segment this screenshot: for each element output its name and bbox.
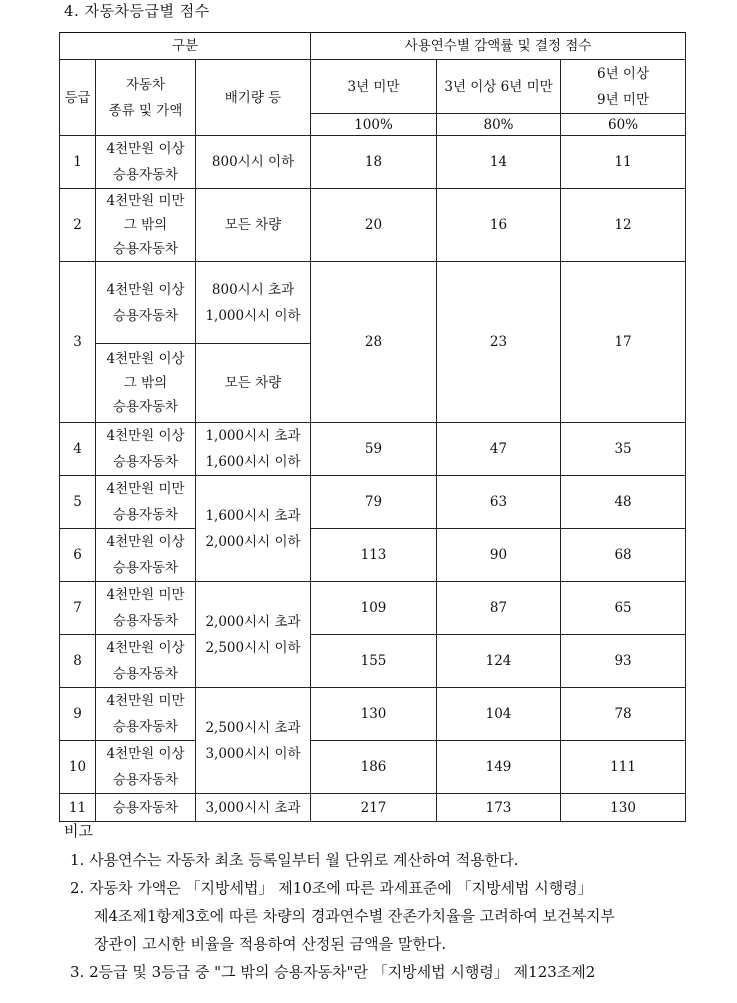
header-col-3to6: 3년 이상 6년 미만 <box>437 60 561 114</box>
header-col-6to9: 6년 이상 9년 미만 <box>561 60 686 114</box>
table-row: 7 4천만원 미만 승용자동차 2,000시시 초과 2,500시시 이하 109 87 65 <box>60 582 686 635</box>
remark-2c: 장관이 고시한 비율을 적용하여 산정된 금액을 말한다. <box>94 935 447 953</box>
remark-2a: 2. 자동차 가액은 「지방세법」 제10조에 따른 과세표준에 「지방세법 시행령」 <box>70 879 593 897</box>
table-row: 6 4천만원 이상 승용자동차 113 90 68 <box>60 529 686 582</box>
remarks-list <box>70 846 690 986</box>
rate-60: 60% <box>561 114 686 136</box>
header-grade: 등급 <box>60 60 96 136</box>
rate-100: 100% <box>311 114 437 136</box>
table-row: 9 4천만원 미만 승용자동차 2,500시시 초과 3,000시시 이하 130 104 78 <box>60 688 686 741</box>
table-row: 5 4천만원 미만 승용자동차 1,600시시 초과 2,000시시 이하 79 63 48 <box>60 476 686 529</box>
table-row: 1 4천만원 이상 승용자동차 800시시 이하 18 14 11 <box>60 136 686 189</box>
table-row: 3 4천만원 이상 승용자동차 800시시 초과 1,000시시 이하 28 23 17 <box>60 262 686 344</box>
section-heading: 4. 자동차등급별 점수 <box>64 2 210 20</box>
table-row: 2 4천만원 미만 그 밖의 승용자동차 모든 차량 20 16 12 <box>60 189 686 262</box>
remark-1: 1. 사용연수는 자동차 최초 등록일부터 월 단위로 계산하여 적용한다. <box>70 851 519 869</box>
remark-2b: 제4조제1항제3호에 따른 차량의 경과연수별 잔존가치율을 고려하여 보건복지부 <box>94 907 615 925</box>
header-col-under3: 3년 미만 <box>311 60 437 114</box>
table-row: 11 승용자동차 3,000시시 초과 217 173 130 <box>60 794 686 822</box>
table-row: 10 4천만원 이상 승용자동차 186 149 111 <box>60 741 686 794</box>
remarks-title: 비고 <box>64 822 93 840</box>
header-car-type: 자동차 종류 및 가액 <box>96 60 196 136</box>
grade-score-table <box>59 32 686 822</box>
remark-3: 3. 2등급 및 3등급 중 "그 밖의 승용자동차"란 「지방세법 시행령」 제123조제2 <box>70 963 596 981</box>
header-deduction: 사용연수별 감액률 및 결정 점수 <box>311 33 686 60</box>
rate-80: 80% <box>437 114 561 136</box>
table-row: 8 4천만원 이상 승용자동차 155 124 93 <box>60 635 686 688</box>
table-row: 4천만원 이상 그 밖의 승용자동차 모든 차량 <box>60 344 686 423</box>
header-gubun: 구분 <box>60 33 311 60</box>
header-displacement: 배기량 등 <box>196 60 311 136</box>
table-row: 4 4천만원 이상 승용자동차 1,000시시 초과 1,600시시 이하 59 47 35 <box>60 423 686 476</box>
